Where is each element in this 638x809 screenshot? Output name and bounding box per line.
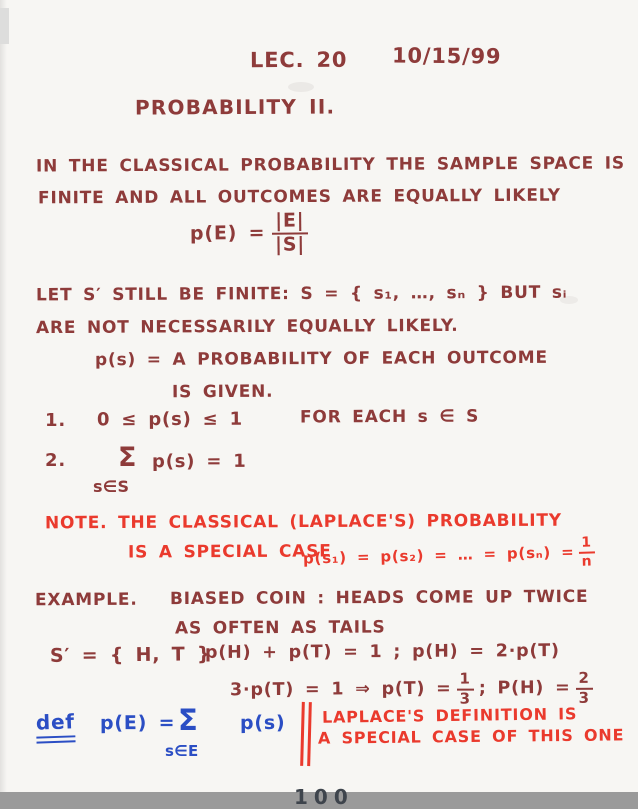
page-title: PROBABILITY II. — [134, 94, 336, 120]
definition-note-line-1: LAPLACE'S DEFINITION IS — [321, 704, 578, 727]
scan-smudge — [288, 82, 314, 92]
definition-note-line-2: A SPECIAL CASE OF THIS ONE — [317, 725, 625, 748]
finite-line-1: LET S′ STILL BE FINITE: S = { s₁, …, sₙ } BUT sᵢ — [35, 282, 568, 306]
axiom-1-number: 1. — [45, 410, 66, 431]
fraction-numerator: |E| — [272, 211, 308, 234]
formula-fraction — [272, 211, 308, 255]
definition-sigma-subscript: s∈E — [165, 742, 199, 760]
fraction-numerator: 1 — [578, 535, 595, 553]
lecture-date: 10/15/99 — [391, 43, 502, 69]
example-equation-1: p(H) + p(T) = 1 ; p(H) = 2·p(T) — [204, 641, 560, 663]
axiom-1-statement: 0 ≤ p(s) ≤ 1 — [96, 408, 243, 431]
equation-2-mid: ; P(H) = — [478, 677, 571, 699]
intro-line-1: IN THE CLASSICAL PROBABILITY THE SAMPLE SPACE IS — [35, 153, 625, 177]
example-sample-space: S′ = { H, T } — [49, 643, 212, 667]
one-third-fraction — [456, 669, 473, 708]
page-footer-fragment — [294, 780, 374, 809]
note-line-2: IS A SPECIAL CASE — [127, 541, 332, 563]
axiom-2-sigma: Σ — [118, 442, 138, 473]
example-line-1: BIASED COIN : HEADS COME UP TWICE — [169, 586, 589, 610]
axiom-2-number: 2. — [45, 450, 66, 471]
equation-2-start: 3·p(T) = 1 ⇒ p(T) = — [229, 678, 452, 701]
note-line-1: NOTE. THE CLASSICAL (LAPLACE'S) PROBABILITY — [44, 510, 562, 534]
fraction-numerator: 2 — [575, 671, 592, 690]
fraction-numerator: 1 — [456, 672, 473, 691]
axiom-2-statement: p(s) = 1 — [151, 450, 247, 473]
note-formula-text: p(s₁) = p(s₂) = … = p(sₙ) = — [302, 543, 575, 568]
fraction-denominator: n — [581, 553, 593, 570]
fraction-denominator: 3 — [459, 689, 471, 708]
laplace-equal-probability-formula — [303, 535, 596, 576]
footer-fragment-text: 100 — [294, 785, 354, 809]
def-underlined-text: def — [35, 709, 75, 743]
example-line-2: AS OFTEN AS TAILS — [174, 617, 386, 639]
formula-lhs: p(E) = — [189, 221, 266, 245]
axiom-2-sigma-subscript: s∈S — [93, 477, 130, 496]
example-label: EXAMPLE. — [34, 589, 138, 611]
definition-sigma: Σ — [178, 703, 199, 737]
intro-line-2: FINITE AND ALL OUTCOMES ARE EQUALLY LIKELY — [37, 185, 561, 209]
def-label — [36, 710, 75, 743]
fraction-denominator: 3 — [578, 688, 590, 707]
definition-rhs: p(s) — [239, 711, 286, 735]
finite-line-3: p(s) = A PROBABILITY OF EACH OUTCOME — [94, 347, 548, 371]
two-thirds-fraction — [575, 668, 592, 707]
lecture-number: LEC. 20 — [249, 47, 348, 73]
double-bar-divider-icon — [300, 702, 312, 766]
scan-edge-shade — [0, 0, 7, 792]
axiom-1-condition: FOR EACH s ∈ S — [299, 406, 480, 428]
classical-probability-formula — [190, 211, 308, 256]
scan-artifact — [0, 8, 9, 44]
note-fraction — [578, 535, 595, 569]
finite-line-4: IS GIVEN. — [171, 381, 274, 403]
finite-line-2: ARE NOT NECESSARILY EQUALLY LIKELY. — [35, 315, 459, 339]
fraction-denominator: |S| — [274, 233, 306, 256]
example-equation-2 — [229, 668, 593, 709]
definition-lhs: p(E) = — [99, 711, 176, 735]
